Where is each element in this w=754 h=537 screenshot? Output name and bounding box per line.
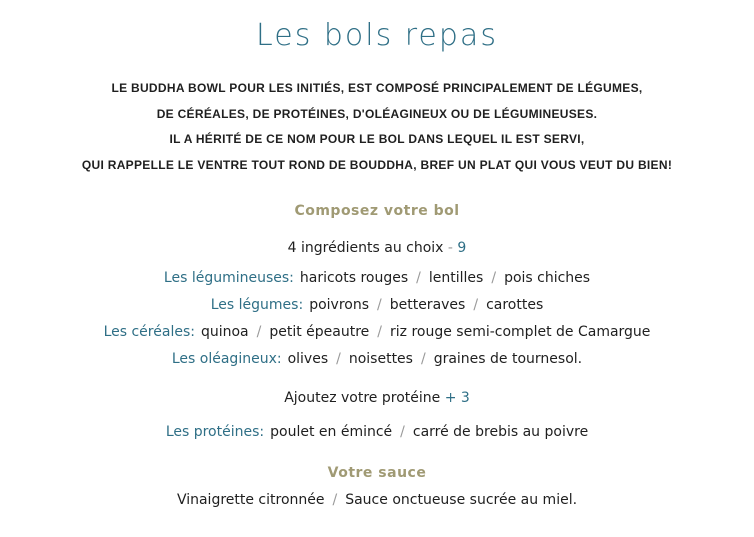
sauce-row bbox=[0, 492, 754, 508]
choice-label: 4 ingrédients au choix bbox=[287, 240, 444, 256]
ingredient: petit épeautre bbox=[269, 324, 370, 340]
separator: / bbox=[336, 351, 341, 367]
separator: / bbox=[400, 424, 405, 440]
protein-line bbox=[0, 390, 754, 406]
separator: / bbox=[491, 270, 497, 286]
ingredient: noisettes bbox=[348, 351, 413, 367]
separator: / bbox=[416, 270, 421, 286]
sauce-item: Sauce onctueuse sucrée au miel. bbox=[345, 492, 578, 508]
ingredient: olives bbox=[287, 351, 329, 367]
separator: / bbox=[377, 297, 382, 313]
group-row-cereales bbox=[0, 324, 754, 340]
intro-line: QUI RAPPELLE LE VENTRE TOUT ROND DE BOUDDHA, BREF UN PLAT QUI VOUS VEUT DU BIEN! bbox=[81, 157, 673, 172]
sauce-item: Vinaigrette citronnée bbox=[176, 492, 325, 508]
ingredient: betteraves bbox=[389, 297, 466, 313]
separator: / bbox=[473, 297, 479, 313]
group-row-legumineuses bbox=[0, 270, 754, 286]
group-row-legumes bbox=[0, 297, 754, 313]
group-row-oleagineux bbox=[0, 351, 754, 367]
price-dash: - bbox=[443, 240, 458, 256]
separator: / bbox=[377, 324, 383, 340]
choice-line bbox=[0, 240, 754, 256]
ingredient: carottes bbox=[486, 297, 544, 313]
ingredient: riz rouge semi-complet de Camargue bbox=[390, 324, 651, 340]
group-label: Les légumes: bbox=[210, 297, 304, 313]
intro-text bbox=[0, 76, 754, 178]
protein-label: Ajoutez votre protéine bbox=[284, 390, 441, 406]
intro-line: IL A HÉRITÉ DE CE NOM POUR LE BOL DANS LEQUEL IL EST SERVI, bbox=[169, 132, 585, 146]
protein-price: + 3 bbox=[444, 390, 470, 406]
intro-line: DE CÉRÉALES, DE PROTÉINES, D'OLÉAGINEUX OU DE LÉGUMINEUSES. bbox=[156, 106, 598, 121]
ingredient: quinoa bbox=[200, 324, 249, 340]
group-row-proteines bbox=[0, 424, 754, 440]
ingredient: graines de tournesol. bbox=[433, 351, 583, 367]
ingredient: haricots rouges bbox=[299, 270, 409, 286]
separator: / bbox=[420, 351, 426, 367]
sauce-title: Votre sauce bbox=[327, 465, 427, 481]
group-label: Les oléagineux: bbox=[171, 351, 282, 367]
ingredient: poivrons bbox=[309, 297, 369, 313]
compose-title: Composez votre bol bbox=[294, 203, 460, 219]
separator: / bbox=[332, 492, 338, 508]
page-title: Les bols repas bbox=[256, 18, 498, 53]
ingredient: carré de brebis au poivre bbox=[412, 424, 589, 440]
choice-price: 9 bbox=[457, 240, 467, 256]
group-label: Les légumineuses: bbox=[163, 270, 294, 286]
intro-line: LE BUDDHA BOWL POUR LES INITIÉS, EST COMPOSÉ PRINCIPALEMENT DE LÉGUMES, bbox=[111, 81, 643, 95]
group-label: Les protéines: bbox=[165, 424, 265, 440]
ingredient: lentilles bbox=[428, 270, 484, 286]
ingredient: pois chiches bbox=[504, 270, 591, 286]
group-label: Les céréales: bbox=[103, 324, 195, 340]
ingredient: poulet en émincé bbox=[270, 424, 393, 440]
separator: / bbox=[256, 324, 262, 340]
